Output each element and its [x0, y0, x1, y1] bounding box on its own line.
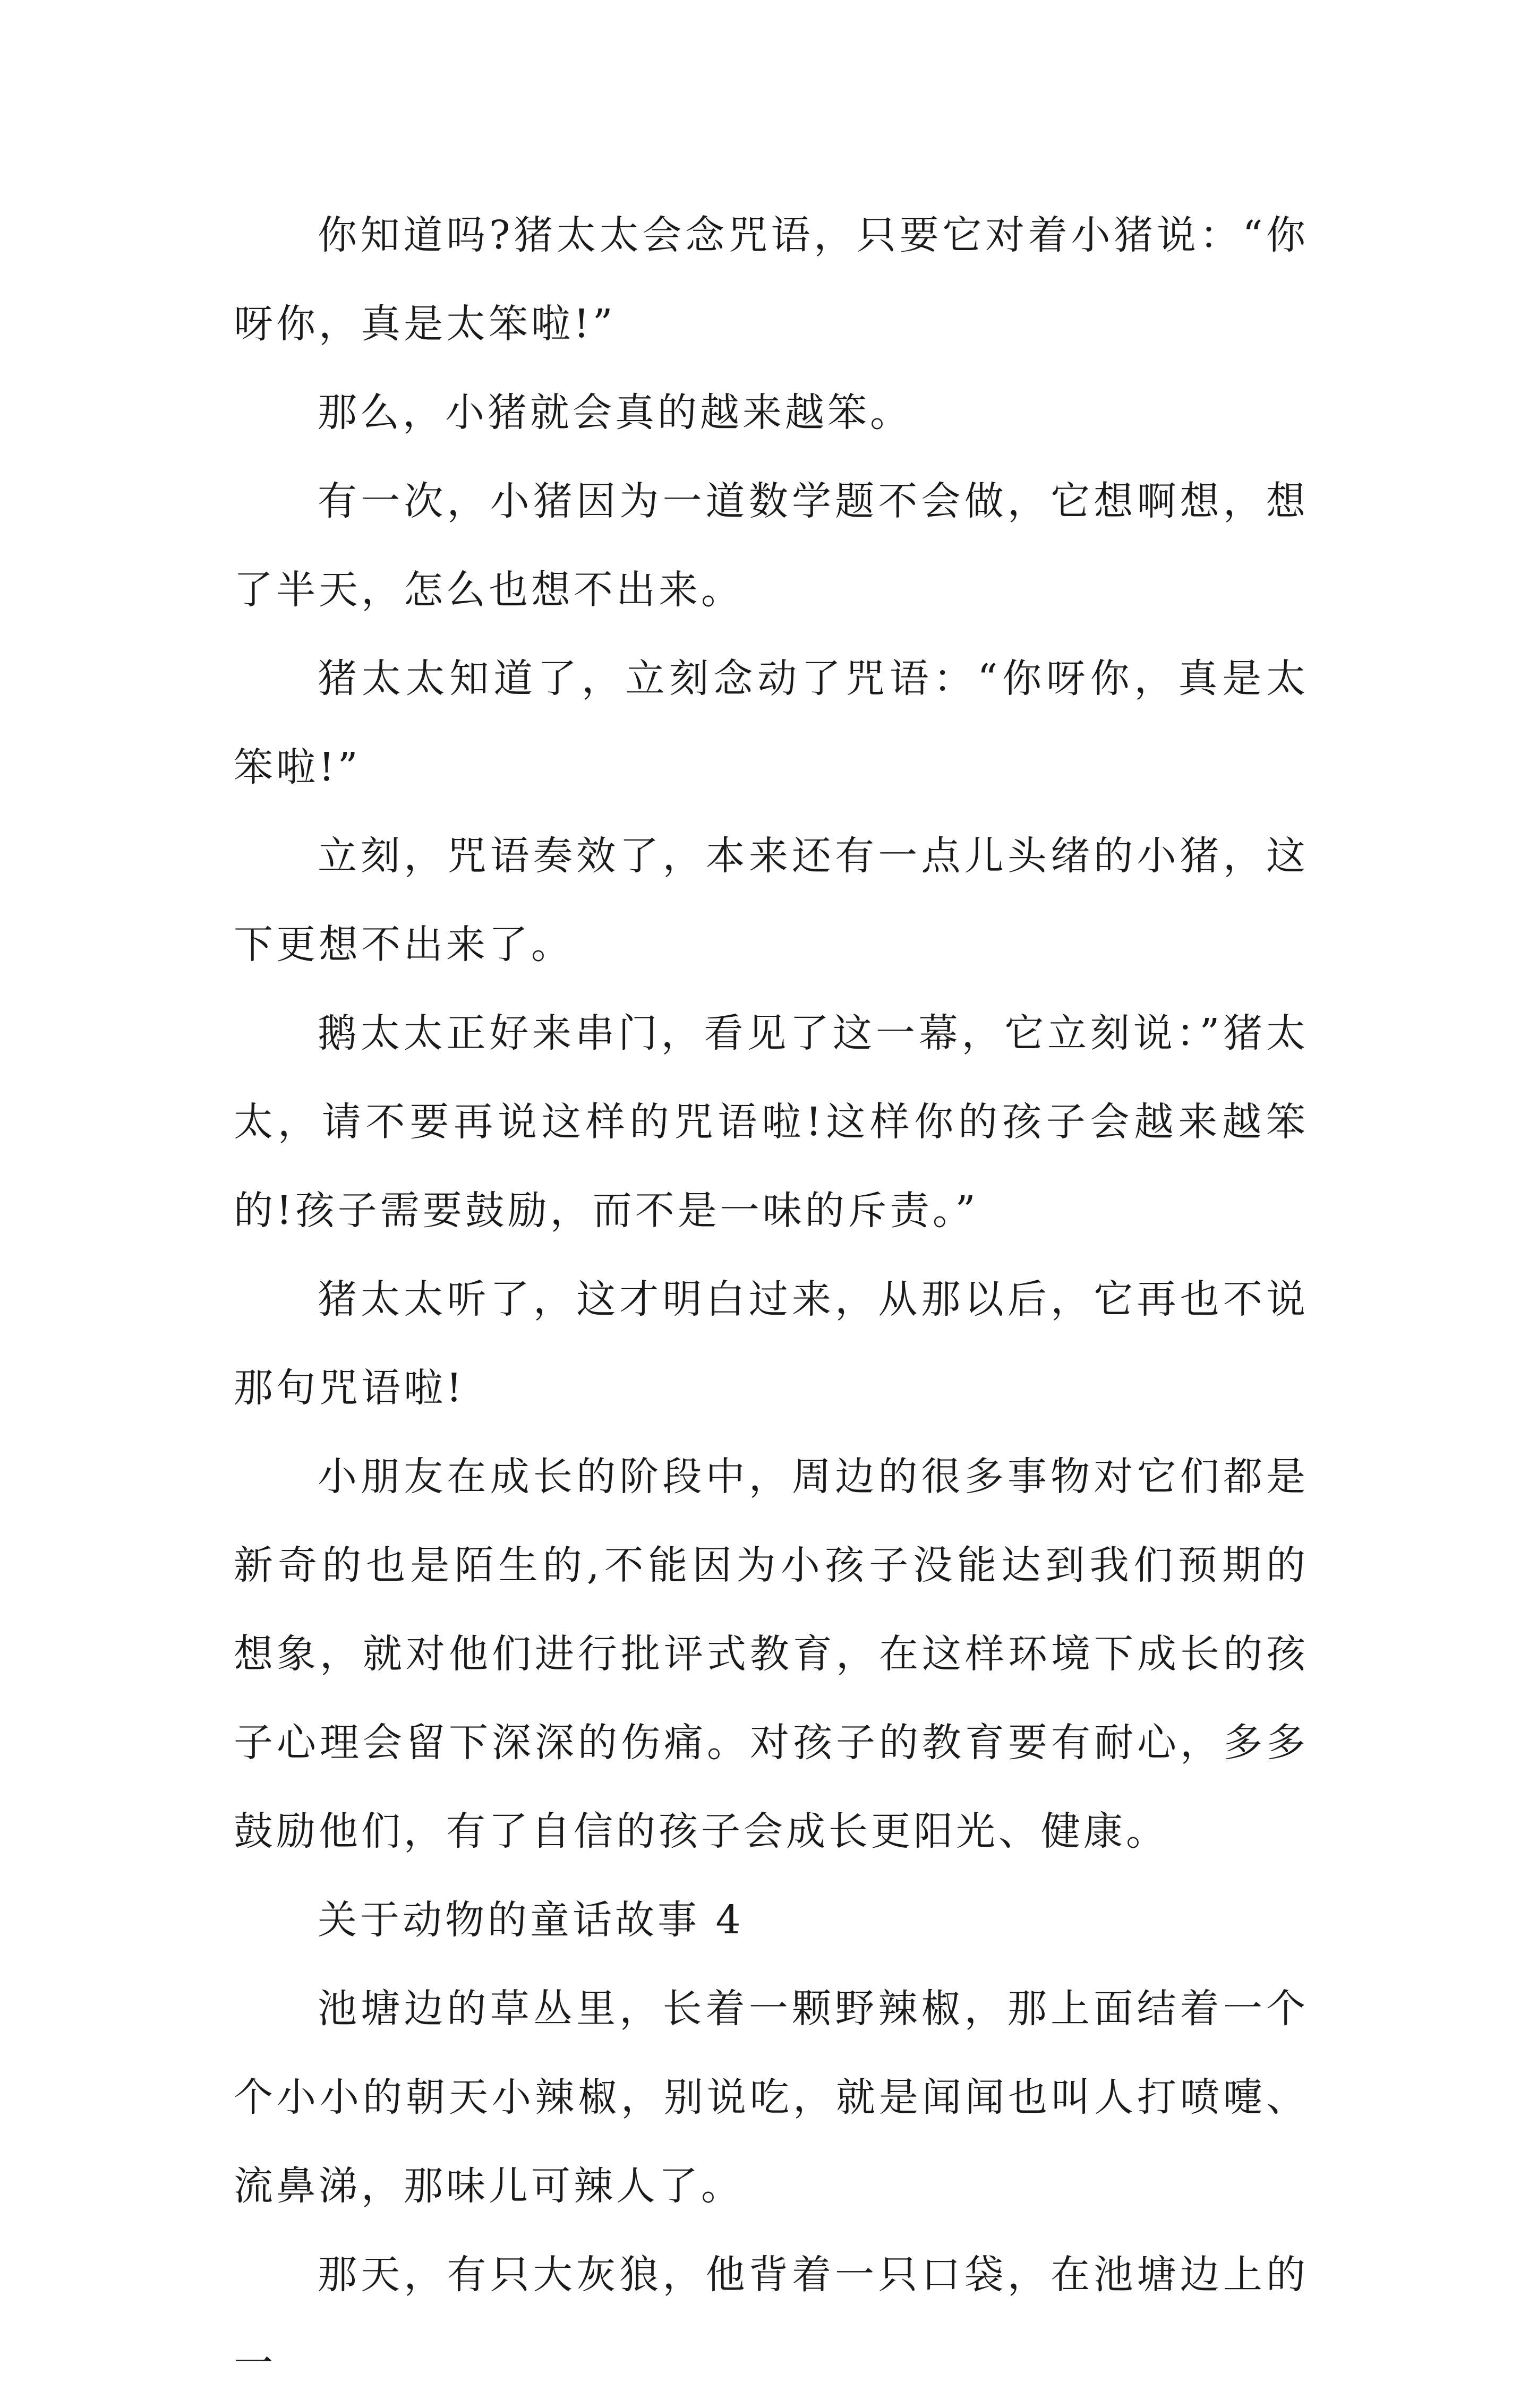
paragraph-3: 有一次，小猪因为一道数学题不会做，它想啊想，想了半天，怎么也想不出来。	[234, 478, 1309, 613]
section-heading: 关于动物的童话故事 4	[318, 1897, 744, 1943]
paragraph-9: 池塘边的草丛里，长着一颗野辣椒，那上面结着一个个小小的朝天小辣椒，别说吃，就是闻闻也叫人打喷嚏、流鼻涕，那味儿可辣人了。	[234, 1986, 1309, 2209]
paragraph-7: 猪太太听了，这才明白过来，从那以后，它再也不说那句咒语啦!	[234, 1276, 1309, 1411]
paragraph-6: 鹅太太正好来串门，看见了这一幕，它立刻说：”猪太太，请不要再说这样的咒语啦!这样你的孩子会越来越笨的!孩子需要鼓励，而不是一味的斥责。”	[234, 1010, 1309, 1233]
paragraph-5: 立刻，咒语奏效了，本来还有一点儿头绪的小猪，这下更想不出来了。	[234, 833, 1309, 967]
paragraph-8: 小朋友在成长的阶段中，周边的很多事物对它们都是新奇的也是陌生的,不能因为小孩子没能达到我们预期的想象，就对他们进行批评式教育，在这样环境下成长的孩子心理会留下深深的伤痛。对孩子的教育要有耐心，多多鼓励他们，有了自信的孩子会成长更阳光、健康。	[234, 1454, 1309, 1854]
paragraph-2: 那么，小猪就会真的越来越笨。	[318, 390, 912, 435]
document-body	[234, 191, 1309, 2408]
paragraph-1: 你知道吗?猪太太会念咒语，只要它对着小猪说：“你呀你，真是太笨啦!”	[234, 212, 1309, 347]
paragraph-10: 那天，有只大灰狼，他背着一只口袋，在池塘边上的一	[234, 2252, 1309, 2386]
paragraph-4: 猪太太知道了，立刻念动了咒语：“你呀你，真是太笨啦!”	[234, 656, 1309, 790]
